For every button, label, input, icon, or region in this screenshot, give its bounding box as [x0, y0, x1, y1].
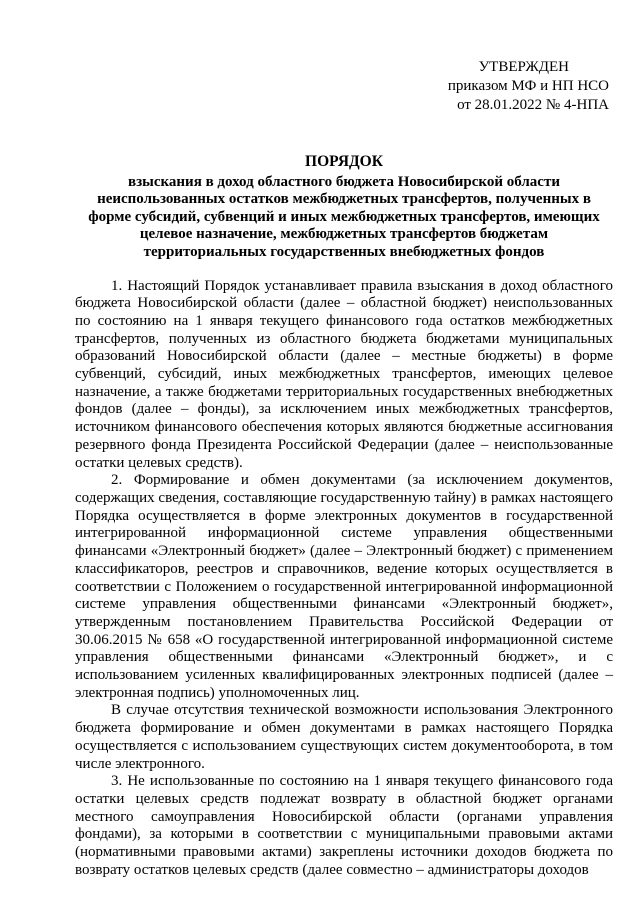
paragraph-1: 1. Настоящий Порядок устанавливает правила взыскания в доход областного бюджета Новосибирской области (далее – областной бюджет) неиспользованных по состоянию на 1 января текущего финансового года остатков межбюджетных трансфертов, полученных из областного бюджета бюджетами муниципальных образований Новосибирской области (далее – местные бюджеты) в форме субвенций, субсидий, иных межбюджетных трансфертов, имеющих целевое назначение, а также бюджетами территориальных государственных внебюджетных фондов (далее – фонды), за исключением иных межбюджетных трансфертов, источником финансового обеспечения которых являются бюджетные ассигнования резервного фонда Президента Российской Федерации (далее – неиспользованные остатки целевых средств). — [75, 277, 613, 471]
approval-line-approved: УТВЕРЖДЕН — [478, 59, 569, 75]
paragraph-3: 3. Не использованные по состоянию на 1 января текущего финансового года остатки целевых средств подлежат возврату в областной бюджет органами местного самоуправления Новосибирской области (органами управления фондами), за которыми в соответствии с муниципальными правовыми актами (нормативными правовыми актами) закреплены источники доходов бюджета по возврату остатков целевых средств (далее совместно – администраторы доходов — [75, 773, 613, 878]
title-main: ПОРЯДОК — [305, 153, 383, 170]
document-page — [75, 58, 613, 879]
document-body — [75, 278, 613, 880]
approval-line-date: от 28.01.2022 № 4-НПА — [457, 97, 609, 113]
document-title — [75, 153, 613, 262]
paragraph-2-continuation: В случае отсутствия технической возможности использования Электронного бюджета формирование и обмен документами в рамках настоящего Порядка осуществляется с использованием существующих систем документооборота, в том числе электронного. — [75, 702, 613, 772]
approval-line-order: приказом МФ и НП НСО — [447, 78, 609, 94]
title-subtitle: взыскания в доход областного бюджета Новосибирской области неиспользованных остатков межбюджетных трансфертов, полученных в форме субсидий, субвенций и иных межбюджетных трансфертов, имеющих целевое назначение, межбюджетных трансфертов бюджетам территориальных государственных внебюджетных фондов — [88, 173, 600, 260]
paragraph-2: 2. Формирование и обмен документами (за исключением документов, содержащих сведения, составляющие государственную тайну) в рамках настоящего Порядка осуществляется в форме электронных документов в государственной интегрированной информационной системе управления общественными финансами «Электронный бюджет» (далее – Электронный бюджет) с применением классификаторов, реестров и справочников, ведение которых осуществляется в соответствии с Положением о государственной интегрированной информационной системе управления общественными финансами «Электронный бюджет», утвержденным постановлением Правительства Российской Федерации от 30.06.2015 № 658 «О государственной интегрированной информационной системе управления общественными финансами «Электронный бюджет», и с использованием усиленных квалифицированных электронных подписей (далее – электронная подпись) уполномоченных лиц. — [75, 472, 613, 701]
approval-stamp — [75, 58, 613, 115]
